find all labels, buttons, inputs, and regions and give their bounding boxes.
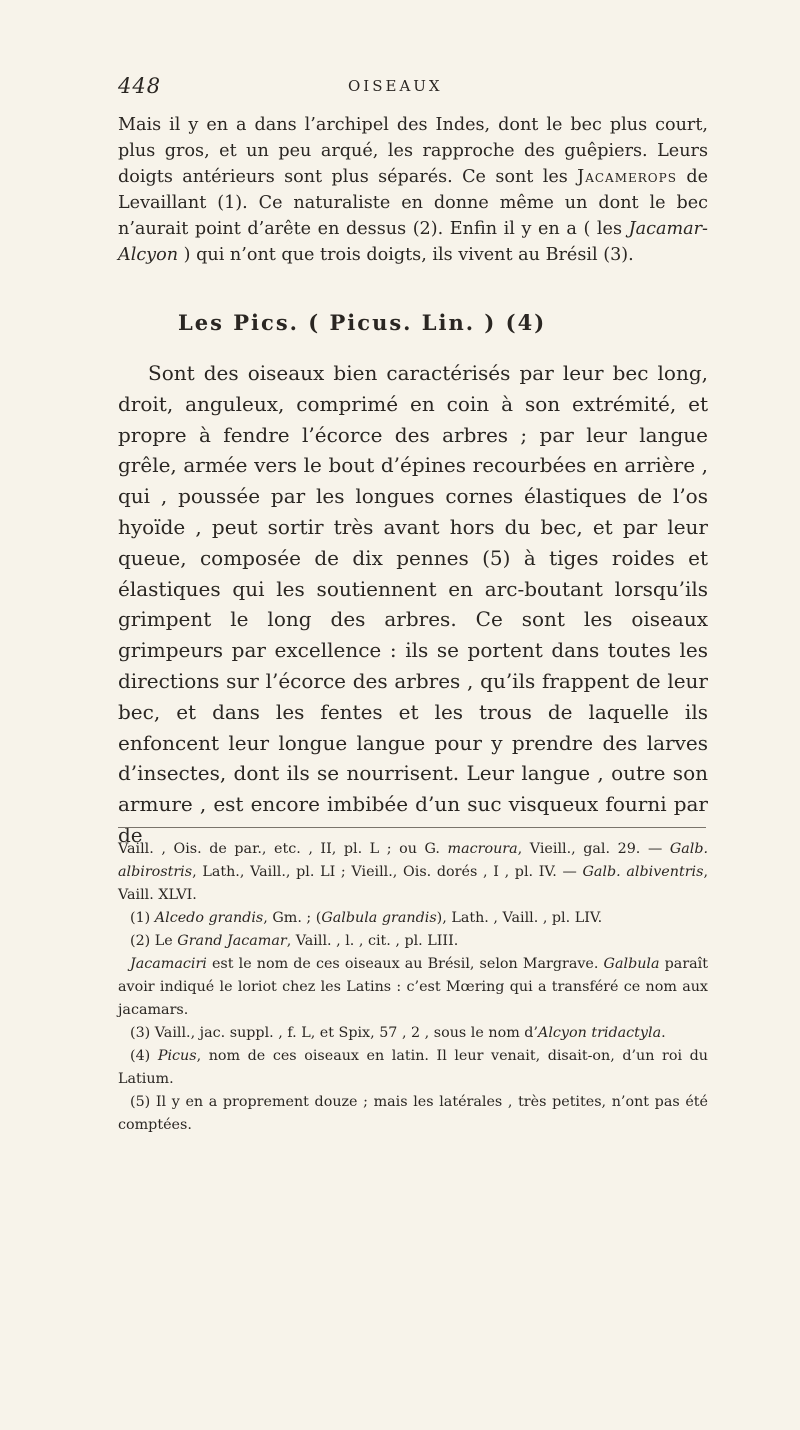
fn-text: . <box>661 1025 666 1041</box>
fn-text: (3) Vaill., jac. suppl. , f. L, et Spix, 57 , 2 , sous le nom d’ <box>130 1025 538 1041</box>
page-header <box>118 74 706 104</box>
footnote-1 <box>118 907 708 930</box>
fn-italic: Alcyon tridactyla <box>538 1025 662 1041</box>
fn-italic: Jacamaciri <box>130 956 207 972</box>
fn-text: , Gm. ; ( <box>263 910 322 926</box>
fn-text: — <box>647 841 670 857</box>
fn-text: , Vaill. XLVI. <box>118 864 708 903</box>
upper-text-3: ) qui n’ont que trois doigts, ils vivent au Brésil (3). <box>178 245 634 265</box>
jacamerops-word: Jacamerops <box>577 167 677 187</box>
page-number: 448 <box>118 74 162 98</box>
section-title: Les Pics. ( Picus. Lin. ) (4) <box>178 310 547 335</box>
fn-italic: Galb. albirostris <box>118 841 709 880</box>
running-head: OISEAUX <box>348 77 443 95</box>
fn-text: , nom de ces oiseaux en latin. Il leur venait, disait-on, d’un roi du Latium. <box>118 1048 708 1087</box>
upper-text-2: de Levaillant (1). Ce naturaliste en donne même un dont le bec n’aurait point d’arête en dessus (2). Enfin il y en a ( les <box>118 167 708 239</box>
fn-text: Vaill. , Ois. de par., etc. , II, pl. L ; ou G. <box>118 841 448 857</box>
fn-text: ), Lath. , Vaill. , pl. LIV. <box>436 910 603 926</box>
upper-paragraph <box>118 112 708 268</box>
jacamar-alcyon-name: Jacamar-Alcyon <box>118 219 708 265</box>
footnote-continuation <box>118 838 708 907</box>
footnote-2-continued <box>118 953 708 1022</box>
fn-italic: Alcedo grandis <box>154 910 264 926</box>
fn-italic: Galb. albiventris <box>582 864 704 880</box>
fn-text: (4) <box>130 1048 158 1064</box>
fn-text: , Vaill. , l. , cit. , pl. LIII. <box>286 933 459 949</box>
footnote-rule <box>118 827 706 828</box>
fn-text: paraît avoir indiqué le loriot chez les Latins : c’est Mœring qui a transféré ce nom aux jacamars. <box>118 956 708 1018</box>
fn-text: , Lath., Vaill., pl. LI ; Vieill., Ois. dorés , I , pl. IV. <box>192 864 557 880</box>
fn-italic: Galbula grandis <box>321 910 437 926</box>
fn-text: — <box>562 864 583 880</box>
fn-italic: Grand Jacamar <box>177 933 287 949</box>
body-paragraph: Sont des oiseaux bien caractérisés par leur bec long, droit, anguleux, comprimé en coin à son extrémité, et propre à fendre l’écorce des arbres ; par leur langue grêle, armée vers le bout d’épines recourbées en arrière , qui , poussée par les longues cornes élastiques de l’os hyoïde , peut sortir très avant hors du bec, et par leur queue, composée de dix pennes (5) à tiges roides et élastiques qui les soutiennent en arc-boutant lorsqu’ils grimpent le long des arbres. Ce sont les oiseaux grimpeurs par excellence : ils se portent dans toutes les directions sur l’écorce des arbres , qu’ils frappent de leur bec, et dans les fentes et les trous de laquelle ils enfoncent leur longue langue pour y prendre des larves d’insectes, dont ils se nourrisent. Leur langue , outre son armure , est encore imbibée d’un suc visqueux fourni par de <box>118 361 708 847</box>
footnote-3 <box>118 1022 708 1045</box>
fn-text: est le nom de ces oiseaux au Brésil, selon Margrave. <box>206 956 604 972</box>
footnotes <box>118 838 708 1137</box>
footnote-5: (5) Il y en a proprement douze ; mais les latérales , très petites, n’ont pas été comptées. <box>118 1094 708 1133</box>
fn-text: (1) <box>130 910 155 926</box>
fn-italic: Galbula <box>603 956 660 972</box>
fn-italic: macroura <box>447 841 518 857</box>
fn-italic: Picus <box>157 1048 197 1064</box>
fn-text: , Vieill., gal. 29. <box>517 841 641 857</box>
footnote-4 <box>118 1045 708 1091</box>
footnote-2 <box>118 930 708 953</box>
upper-text-1: Mais il y en a dans l’archipel des Indes, dont le bec plus court, plus gros, et un peu arqué, les rapproche des guêpiers. Leurs doigts antérieurs sont plus séparés. Ce sont les <box>118 115 708 187</box>
fn-text: (2) Le <box>130 933 178 949</box>
